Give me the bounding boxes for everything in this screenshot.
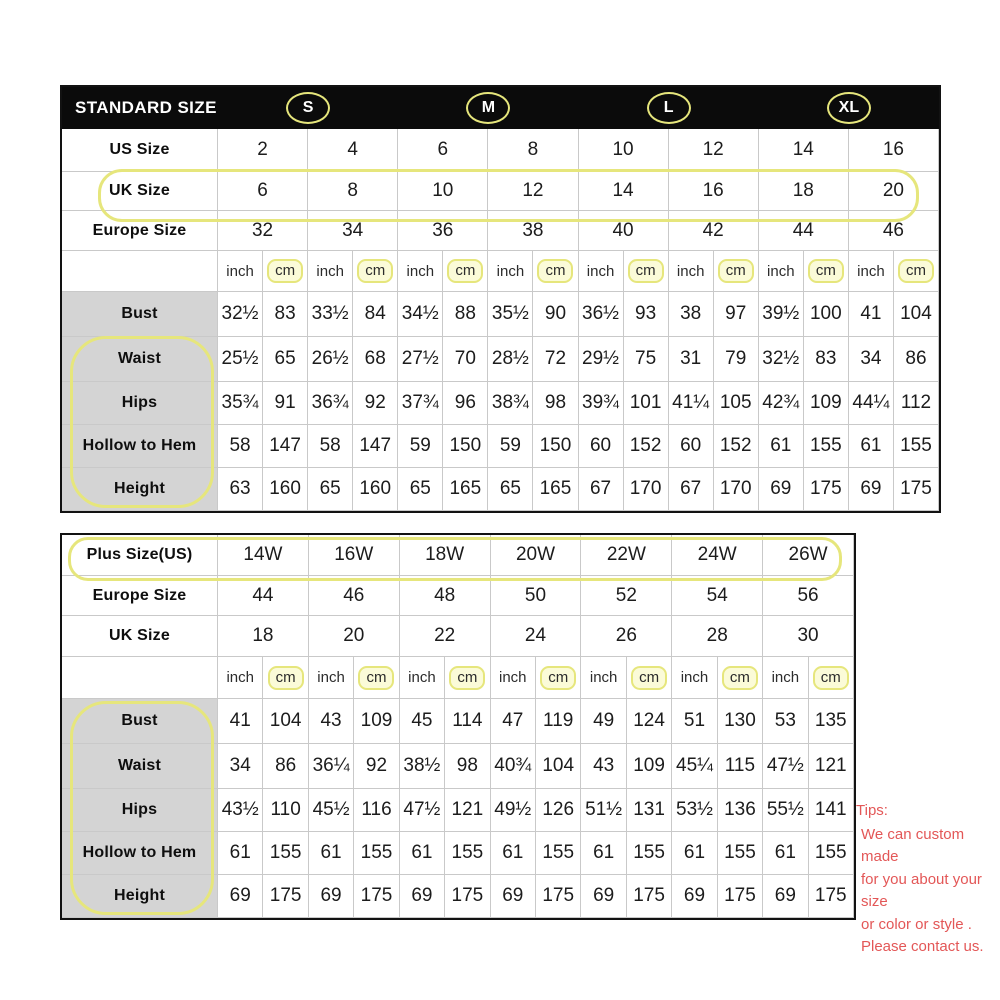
measurement-value: 97 — [714, 292, 759, 337]
size-value: 2 — [218, 129, 308, 172]
measurement-value: 124 — [627, 699, 672, 744]
measurement-value: 88 — [443, 292, 488, 337]
measurement-value: 41¼ — [669, 382, 714, 425]
measurement-row-label: Hips — [62, 382, 218, 425]
measurement-value: 104 — [536, 744, 581, 789]
measurement-value: 72 — [533, 337, 578, 382]
measurement-value: 175 — [536, 875, 581, 918]
size-value: 20 — [849, 172, 939, 211]
size-value: 40 — [579, 211, 669, 251]
size-value: 12 — [669, 129, 759, 172]
measurement-value: 130 — [718, 699, 763, 744]
cm-unit-cell — [718, 657, 763, 699]
measurement-value: 175 — [263, 875, 308, 918]
measurement-value: 65 — [488, 468, 533, 511]
inch-unit-label: inch — [309, 657, 354, 699]
standard-size-grid — [62, 129, 939, 511]
measurement-value: 42¾ — [759, 382, 804, 425]
measurement-value: 45 — [400, 699, 445, 744]
measurement-value: 34½ — [398, 292, 443, 337]
measurement-value: 44¼ — [849, 382, 894, 425]
inch-unit-label: inch — [398, 251, 443, 292]
measurement-value: 109 — [354, 699, 399, 744]
measurement-value: 86 — [263, 744, 308, 789]
size-group-circled-s: S — [286, 92, 330, 124]
measurement-value: 38¾ — [488, 382, 533, 425]
measurement-value: 98 — [533, 382, 578, 425]
measurement-value: 155 — [263, 832, 308, 875]
measurement-value: 110 — [263, 789, 308, 832]
measurement-value: 175 — [627, 875, 672, 918]
size-value: 26W — [763, 535, 854, 576]
plus-size-grid — [62, 535, 854, 918]
measurement-value: 27½ — [398, 337, 443, 382]
cm-highlight: cm — [268, 666, 304, 690]
measurement-value: 65 — [398, 468, 443, 511]
measurement-value: 60 — [669, 425, 714, 468]
cm-unit-cell — [804, 251, 849, 292]
measurement-value: 136 — [718, 789, 763, 832]
measurement-value: 67 — [669, 468, 714, 511]
measurement-value: 53½ — [672, 789, 717, 832]
cm-unit-cell — [809, 657, 854, 699]
cm-highlight: cm — [447, 259, 483, 283]
size-value: 14W — [218, 535, 309, 576]
cm-highlight: cm — [631, 666, 667, 690]
measurement-row-label: Hips — [62, 789, 218, 832]
size-group-circled-xl: XL — [827, 92, 871, 124]
size-value: 6 — [218, 172, 308, 211]
size-group-wrap — [759, 92, 939, 124]
size-value: 20W — [491, 535, 582, 576]
measurement-value: 68 — [353, 337, 398, 382]
measurement-value: 152 — [624, 425, 669, 468]
cm-highlight: cm — [537, 259, 573, 283]
measurement-value: 61 — [849, 425, 894, 468]
measurement-value: 175 — [445, 875, 490, 918]
cm-highlight: cm — [808, 259, 844, 283]
measurement-value: 36¾ — [308, 382, 353, 425]
size-value: 36 — [398, 211, 488, 251]
measurement-value: 29½ — [579, 337, 624, 382]
measurement-value: 43 — [309, 699, 354, 744]
tips-title: Tips: — [856, 802, 888, 819]
measurement-row-label: Bust — [62, 292, 218, 337]
measurement-value: 61 — [581, 832, 626, 875]
measurement-value: 170 — [714, 468, 759, 511]
measurement-value: 60 — [579, 425, 624, 468]
size-value: 22 — [400, 616, 491, 657]
measurement-value: 96 — [443, 382, 488, 425]
inch-unit-label: inch — [759, 251, 804, 292]
measurement-value: 119 — [536, 699, 581, 744]
measurement-value: 114 — [445, 699, 490, 744]
size-value: 16 — [849, 129, 939, 172]
measurement-value: 61 — [309, 832, 354, 875]
inch-unit-label: inch — [849, 251, 894, 292]
measurement-value: 39½ — [759, 292, 804, 337]
measurement-value: 61 — [672, 832, 717, 875]
size-group-circled-l: L — [647, 92, 691, 124]
measurement-row-label: Height — [62, 875, 218, 918]
measurement-value: 65 — [263, 337, 308, 382]
size-value: 26 — [581, 616, 672, 657]
inch-unit-label: inch — [488, 251, 533, 292]
size-value: 18 — [218, 616, 309, 657]
measurement-value: 53 — [763, 699, 808, 744]
size-value: 30 — [763, 616, 854, 657]
size-group-wrap — [218, 92, 398, 124]
size-value: 24W — [672, 535, 763, 576]
measurement-value: 26½ — [308, 337, 353, 382]
inch-unit-label: inch — [218, 657, 263, 699]
measurement-value: 69 — [491, 875, 536, 918]
measurement-value: 35¾ — [218, 382, 263, 425]
measurement-value: 41 — [849, 292, 894, 337]
inch-unit-label: inch — [579, 251, 624, 292]
measurement-value: 59 — [398, 425, 443, 468]
size-value: 48 — [400, 576, 491, 616]
measurement-value: 155 — [718, 832, 763, 875]
size-value: 10 — [398, 172, 488, 211]
standard-size-table — [60, 85, 941, 513]
measurement-value: 45½ — [309, 789, 354, 832]
measurement-value: 43½ — [218, 789, 263, 832]
cm-highlight: cm — [722, 666, 758, 690]
size-value: 32 — [218, 211, 308, 251]
cm-unit-cell — [263, 251, 308, 292]
measurement-value: 70 — [443, 337, 488, 382]
measurement-row-label: Hollow to Hem — [62, 832, 218, 875]
measurement-value: 84 — [353, 292, 398, 337]
measurement-value: 175 — [809, 875, 854, 918]
measurement-value: 131 — [627, 789, 672, 832]
measurement-value: 63 — [218, 468, 263, 511]
cm-unit-cell — [263, 657, 308, 699]
size-value: 44 — [218, 576, 309, 616]
measurement-value: 93 — [624, 292, 669, 337]
size-value: 24 — [491, 616, 582, 657]
measurement-value: 141 — [809, 789, 854, 832]
measurement-value: 175 — [354, 875, 399, 918]
measurement-value: 112 — [894, 382, 939, 425]
measurement-value: 92 — [354, 744, 399, 789]
unit-row-spacer — [62, 251, 218, 292]
inch-unit-label: inch — [581, 657, 626, 699]
measurement-value: 35½ — [488, 292, 533, 337]
measurement-value: 104 — [263, 699, 308, 744]
size-value: 18 — [759, 172, 849, 211]
measurement-value: 175 — [804, 468, 849, 511]
inch-unit-label: inch — [400, 657, 445, 699]
tips-line: or color or style . — [861, 915, 972, 933]
measurement-value: 165 — [533, 468, 578, 511]
inch-unit-label: inch — [218, 251, 263, 292]
size-value: 52 — [581, 576, 672, 616]
measurement-value: 61 — [759, 425, 804, 468]
measurement-value: 32½ — [759, 337, 804, 382]
measurement-value: 28½ — [488, 337, 533, 382]
measurement-value: 34 — [218, 744, 263, 789]
row-label: UK Size — [62, 616, 218, 657]
measurement-value: 61 — [763, 832, 808, 875]
measurement-value: 47 — [491, 699, 536, 744]
measurement-value: 58 — [218, 425, 263, 468]
measurement-value: 34 — [849, 337, 894, 382]
cm-unit-cell — [894, 251, 939, 292]
cm-highlight: cm — [267, 259, 303, 283]
measurement-value: 175 — [894, 468, 939, 511]
measurement-value: 31 — [669, 337, 714, 382]
cm-highlight: cm — [540, 666, 576, 690]
measurement-value: 90 — [533, 292, 578, 337]
size-value: 42 — [669, 211, 759, 251]
size-value: 28 — [672, 616, 763, 657]
measurement-value: 40¾ — [491, 744, 536, 789]
size-value: 54 — [672, 576, 763, 616]
measurement-value: 69 — [759, 468, 804, 511]
measurement-value: 109 — [627, 744, 672, 789]
row-label: UK Size — [62, 172, 218, 211]
measurement-value: 155 — [804, 425, 849, 468]
size-value: 18W — [400, 535, 491, 576]
size-group-wrap — [398, 92, 578, 124]
standard-size-title: STANDARD SIZE — [75, 98, 217, 117]
cm-highlight: cm — [628, 259, 664, 283]
standard-size-header — [62, 87, 939, 129]
measurement-value: 41 — [218, 699, 263, 744]
measurement-value: 38½ — [400, 744, 445, 789]
size-value: 56 — [763, 576, 854, 616]
measurement-row-label: Hollow to Hem — [62, 425, 218, 468]
measurement-value: 83 — [263, 292, 308, 337]
measurement-row-label: Bust — [62, 699, 218, 744]
size-value: 46 — [309, 576, 400, 616]
inch-unit-label: inch — [491, 657, 536, 699]
unit-row-spacer — [62, 657, 218, 699]
measurement-value: 69 — [849, 468, 894, 511]
cm-highlight: cm — [718, 259, 754, 283]
cm-highlight: cm — [449, 666, 485, 690]
cm-highlight: cm — [813, 666, 849, 690]
size-value: 46 — [849, 211, 939, 251]
size-value: 50 — [491, 576, 582, 616]
size-value: 38 — [488, 211, 578, 251]
cm-highlight: cm — [898, 259, 934, 283]
cm-highlight: cm — [358, 666, 394, 690]
measurement-value: 160 — [263, 468, 308, 511]
measurement-value: 155 — [627, 832, 672, 875]
measurement-value: 115 — [718, 744, 763, 789]
measurement-value: 155 — [809, 832, 854, 875]
measurement-value: 91 — [263, 382, 308, 425]
measurement-value: 69 — [218, 875, 263, 918]
measurement-value: 147 — [263, 425, 308, 468]
cm-unit-cell — [354, 657, 399, 699]
measurement-value: 69 — [309, 875, 354, 918]
cm-unit-cell — [443, 251, 488, 292]
measurement-row-label: Waist — [62, 744, 218, 789]
measurement-value: 69 — [400, 875, 445, 918]
tips-line: Please contact us. — [861, 938, 984, 955]
measurement-value: 86 — [894, 337, 939, 382]
measurement-value: 36½ — [579, 292, 624, 337]
measurement-value: 49 — [581, 699, 626, 744]
measurement-value: 100 — [804, 292, 849, 337]
size-value: 14 — [759, 129, 849, 172]
measurement-value: 65 — [308, 468, 353, 511]
inch-unit-label: inch — [308, 251, 353, 292]
size-value: 22W — [581, 535, 672, 576]
measurement-value: 147 — [353, 425, 398, 468]
measurement-value: 152 — [714, 425, 759, 468]
size-value: 8 — [308, 172, 398, 211]
tips-line: We can custom made — [861, 825, 965, 865]
row-label: Europe Size — [62, 576, 218, 616]
size-value: 34 — [308, 211, 398, 251]
measurement-value: 150 — [533, 425, 578, 468]
size-group-wrap — [579, 92, 759, 124]
measurement-value: 69 — [672, 875, 717, 918]
measurement-row-label: Waist — [62, 337, 218, 382]
measurement-value: 59 — [488, 425, 533, 468]
row-label: Plus Size(US) — [62, 535, 218, 576]
measurement-value: 79 — [714, 337, 759, 382]
inch-unit-label: inch — [672, 657, 717, 699]
measurement-value: 155 — [445, 832, 490, 875]
cm-unit-cell — [445, 657, 490, 699]
measurement-value: 51½ — [581, 789, 626, 832]
measurement-value: 135 — [809, 699, 854, 744]
measurement-value: 61 — [400, 832, 445, 875]
measurement-value: 116 — [354, 789, 399, 832]
measurement-value: 150 — [443, 425, 488, 468]
row-label: Europe Size — [62, 211, 218, 251]
measurement-value: 69 — [763, 875, 808, 918]
inch-unit-label: inch — [669, 251, 714, 292]
measurement-value: 58 — [308, 425, 353, 468]
measurement-value: 109 — [804, 382, 849, 425]
measurement-value: 55½ — [763, 789, 808, 832]
size-value: 14 — [579, 172, 669, 211]
measurement-value: 36¼ — [309, 744, 354, 789]
measurement-value: 32½ — [218, 292, 263, 337]
measurement-value: 61 — [491, 832, 536, 875]
cm-highlight: cm — [357, 259, 393, 283]
measurement-value: 45¼ — [672, 744, 717, 789]
size-value: 16W — [309, 535, 400, 576]
measurement-value: 47½ — [400, 789, 445, 832]
size-value: 4 — [308, 129, 398, 172]
size-value: 44 — [759, 211, 849, 251]
measurement-value: 155 — [536, 832, 581, 875]
measurement-value: 126 — [536, 789, 581, 832]
tips-line: for you about your size — [861, 870, 982, 910]
measurement-value: 155 — [354, 832, 399, 875]
measurement-row-label: Height — [62, 468, 218, 511]
measurement-value: 121 — [445, 789, 490, 832]
measurement-value: 25½ — [218, 337, 263, 382]
measurement-value: 47½ — [763, 744, 808, 789]
measurement-value: 165 — [443, 468, 488, 511]
size-value: 6 — [398, 129, 488, 172]
size-value: 16 — [669, 172, 759, 211]
cm-unit-cell — [533, 251, 578, 292]
measurement-value: 104 — [894, 292, 939, 337]
measurement-value: 155 — [894, 425, 939, 468]
size-value: 20 — [309, 616, 400, 657]
row-label: US Size — [62, 129, 218, 172]
measurement-value: 49½ — [491, 789, 536, 832]
cm-unit-cell — [627, 657, 672, 699]
measurement-value: 69 — [581, 875, 626, 918]
measurement-value: 75 — [624, 337, 669, 382]
size-value: 8 — [488, 129, 578, 172]
measurement-value: 101 — [624, 382, 669, 425]
measurement-value: 38 — [669, 292, 714, 337]
cm-unit-cell — [714, 251, 759, 292]
cm-unit-cell — [624, 251, 669, 292]
size-group-circled-m: M — [466, 92, 510, 124]
measurement-value: 98 — [445, 744, 490, 789]
custom-made-tips — [856, 800, 1000, 959]
measurement-value: 33½ — [308, 292, 353, 337]
measurement-value: 61 — [218, 832, 263, 875]
measurement-value: 105 — [714, 382, 759, 425]
size-value: 10 — [579, 129, 669, 172]
measurement-value: 43 — [581, 744, 626, 789]
measurement-value: 67 — [579, 468, 624, 511]
inch-unit-label: inch — [763, 657, 808, 699]
measurement-value: 51 — [672, 699, 717, 744]
cm-unit-cell — [536, 657, 581, 699]
cm-unit-cell — [353, 251, 398, 292]
measurement-value: 83 — [804, 337, 849, 382]
measurement-value: 121 — [809, 744, 854, 789]
measurement-value: 170 — [624, 468, 669, 511]
measurement-value: 175 — [718, 875, 763, 918]
measurement-value: 160 — [353, 468, 398, 511]
measurement-value: 39¾ — [579, 382, 624, 425]
size-value: 12 — [488, 172, 578, 211]
measurement-value: 37¾ — [398, 382, 443, 425]
measurement-value: 92 — [353, 382, 398, 425]
plus-size-table — [60, 533, 856, 920]
